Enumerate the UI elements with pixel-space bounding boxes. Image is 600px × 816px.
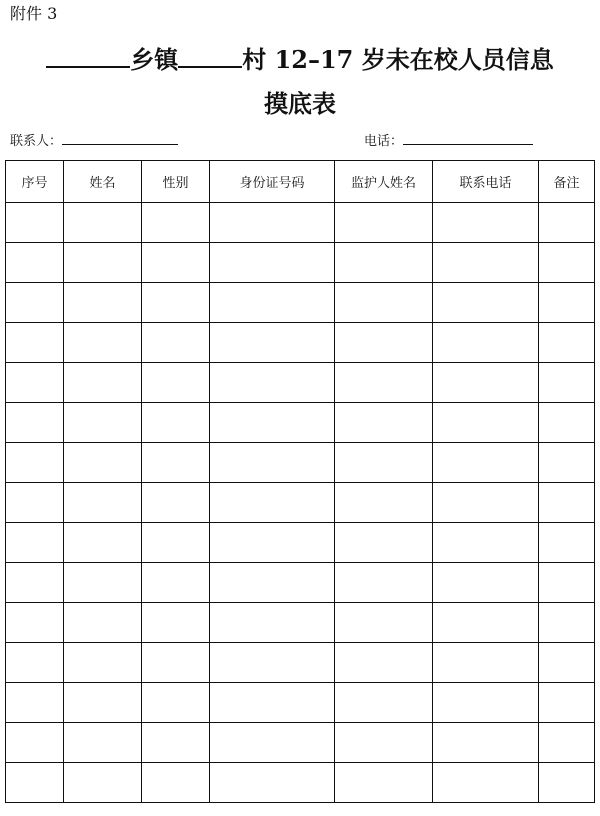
- table-cell[interactable]: [335, 443, 433, 483]
- table-cell[interactable]: [539, 243, 595, 283]
- table-cell[interactable]: [539, 403, 595, 443]
- table-row: [6, 243, 595, 283]
- table-header-row: [6, 161, 595, 203]
- title-line-2: 摸底表: [264, 89, 336, 118]
- table-cell[interactable]: [433, 203, 539, 243]
- table-cell[interactable]: [335, 763, 433, 803]
- table-cell[interactable]: [335, 643, 433, 683]
- contact-person-fill-line: [62, 130, 178, 145]
- column-header: 身份证号码: [210, 161, 335, 203]
- table-cell[interactable]: [433, 443, 539, 483]
- table-cell[interactable]: [6, 763, 64, 803]
- table-cell[interactable]: [210, 443, 335, 483]
- table-row: [6, 363, 595, 403]
- table-row: [6, 723, 595, 763]
- column-header: 监护人姓名: [335, 161, 433, 203]
- table-cell[interactable]: [142, 483, 210, 523]
- table-cell[interactable]: [539, 523, 595, 563]
- table-cell[interactable]: [6, 563, 64, 603]
- contact-person-label: 联系人：: [10, 134, 63, 149]
- table-cell[interactable]: [335, 323, 433, 363]
- table-cell[interactable]: [6, 683, 64, 723]
- table-cell[interactable]: [335, 403, 433, 443]
- table-row: [6, 523, 595, 563]
- table-cell[interactable]: [6, 403, 64, 443]
- table-cell[interactable]: [64, 483, 142, 523]
- table-cell[interactable]: [433, 523, 539, 563]
- table-cell[interactable]: [142, 283, 210, 323]
- table-cell[interactable]: [539, 483, 595, 523]
- table-cell[interactable]: [142, 603, 210, 643]
- column-header: 姓名: [64, 161, 142, 203]
- table-body: [6, 203, 595, 803]
- table-cell[interactable]: [142, 763, 210, 803]
- village-blank: [178, 36, 242, 68]
- table-row: [6, 203, 595, 243]
- table-cell[interactable]: [64, 323, 142, 363]
- table-cell[interactable]: [6, 203, 64, 243]
- table-cell[interactable]: [210, 403, 335, 443]
- table-cell[interactable]: [64, 403, 142, 443]
- table-cell[interactable]: [142, 643, 210, 683]
- phone-fill-line: [403, 130, 533, 145]
- table-cell[interactable]: [335, 523, 433, 563]
- table-cell[interactable]: [142, 723, 210, 763]
- table-cell[interactable]: [433, 563, 539, 603]
- table-cell[interactable]: [6, 483, 64, 523]
- table-cell[interactable]: [210, 363, 335, 403]
- table-row: [6, 483, 595, 523]
- table-cell[interactable]: [335, 283, 433, 323]
- table-cell[interactable]: [6, 723, 64, 763]
- table-cell[interactable]: [539, 603, 595, 643]
- table-row: [6, 603, 595, 643]
- table-cell[interactable]: [335, 683, 433, 723]
- contact-info-row: [0, 130, 600, 152]
- table-cell[interactable]: [335, 203, 433, 243]
- table-cell[interactable]: [6, 323, 64, 363]
- table-cell[interactable]: [335, 243, 433, 283]
- table-cell[interactable]: [142, 563, 210, 603]
- table-cell[interactable]: [210, 683, 335, 723]
- table-cell[interactable]: [6, 523, 64, 563]
- column-header: 联系电话: [433, 161, 539, 203]
- table-row: [6, 443, 595, 483]
- attachment-label: 附件 3: [10, 4, 58, 23]
- column-header: 性别: [142, 161, 210, 203]
- table-cell[interactable]: [64, 603, 142, 643]
- table-cell[interactable]: [335, 723, 433, 763]
- table-cell[interactable]: [433, 363, 539, 403]
- table-cell[interactable]: [6, 643, 64, 683]
- title-part-village: 村 12–17 岁未在校人员信息: [242, 45, 554, 74]
- table-cell[interactable]: [433, 323, 539, 363]
- table-cell[interactable]: [433, 643, 539, 683]
- table-cell[interactable]: [433, 763, 539, 803]
- table-row: [6, 643, 595, 683]
- table-row: [6, 563, 595, 603]
- table-cell[interactable]: [142, 243, 210, 283]
- table-cell[interactable]: [6, 243, 64, 283]
- table-cell[interactable]: [433, 603, 539, 643]
- table-cell[interactable]: [539, 763, 595, 803]
- table-cell[interactable]: [64, 283, 142, 323]
- table-cell[interactable]: [142, 443, 210, 483]
- table-cell[interactable]: [433, 483, 539, 523]
- table-cell[interactable]: [6, 363, 64, 403]
- table-cell[interactable]: [64, 443, 142, 483]
- table-cell[interactable]: [142, 523, 210, 563]
- phone-label: 电话：: [364, 134, 404, 149]
- info-table: [5, 160, 595, 803]
- table-cell[interactable]: [210, 563, 335, 603]
- table-cell[interactable]: [335, 603, 433, 643]
- table-cell[interactable]: [539, 283, 595, 323]
- table-cell[interactable]: [142, 403, 210, 443]
- table-cell[interactable]: [210, 243, 335, 283]
- table-cell[interactable]: [539, 363, 595, 403]
- table-cell[interactable]: [210, 483, 335, 523]
- column-header: 备注: [539, 161, 595, 203]
- table-cell[interactable]: [210, 523, 335, 563]
- table-cell[interactable]: [210, 283, 335, 323]
- table-cell[interactable]: [210, 203, 335, 243]
- table-cell[interactable]: [142, 323, 210, 363]
- table-cell[interactable]: [64, 203, 142, 243]
- table-cell[interactable]: [6, 603, 64, 643]
- contact-person: [10, 130, 178, 149]
- table-cell[interactable]: [539, 723, 595, 763]
- table-cell[interactable]: [539, 563, 595, 603]
- table-cell[interactable]: [539, 643, 595, 683]
- table-cell[interactable]: [335, 563, 433, 603]
- document-title: [0, 36, 600, 126]
- table-cell[interactable]: [433, 243, 539, 283]
- table-cell[interactable]: [64, 363, 142, 403]
- table-cell[interactable]: [335, 363, 433, 403]
- table-row: [6, 683, 595, 723]
- table-cell[interactable]: [64, 243, 142, 283]
- table-cell[interactable]: [64, 763, 142, 803]
- table-cell[interactable]: [433, 723, 539, 763]
- table-cell[interactable]: [539, 443, 595, 483]
- table-cell[interactable]: [210, 723, 335, 763]
- table-cell[interactable]: [433, 683, 539, 723]
- table-cell[interactable]: [64, 643, 142, 683]
- title-part-township: 乡镇: [130, 45, 179, 74]
- table-cell[interactable]: [6, 443, 64, 483]
- table-cell[interactable]: [539, 683, 595, 723]
- table-cell[interactable]: [433, 283, 539, 323]
- table-row: [6, 763, 595, 803]
- table-cell[interactable]: [539, 203, 595, 243]
- table-cell[interactable]: [210, 323, 335, 363]
- table-cell[interactable]: [210, 643, 335, 683]
- table-cell[interactable]: [142, 363, 210, 403]
- table-cell[interactable]: [335, 483, 433, 523]
- table-cell[interactable]: [210, 763, 335, 803]
- table-cell[interactable]: [142, 683, 210, 723]
- table-row: [6, 403, 595, 443]
- table-row: [6, 323, 595, 363]
- table-cell[interactable]: [64, 563, 142, 603]
- table-cell[interactable]: [210, 603, 335, 643]
- table-cell[interactable]: [142, 203, 210, 243]
- table-cell[interactable]: [64, 523, 142, 563]
- table-cell[interactable]: [539, 323, 595, 363]
- table-cell[interactable]: [64, 723, 142, 763]
- phone: [364, 130, 533, 149]
- township-blank: [46, 36, 130, 68]
- table-row: [6, 283, 595, 323]
- table-cell[interactable]: [64, 683, 142, 723]
- table-cell[interactable]: [6, 283, 64, 323]
- table-cell[interactable]: [433, 403, 539, 443]
- column-header: 序号: [6, 161, 64, 203]
